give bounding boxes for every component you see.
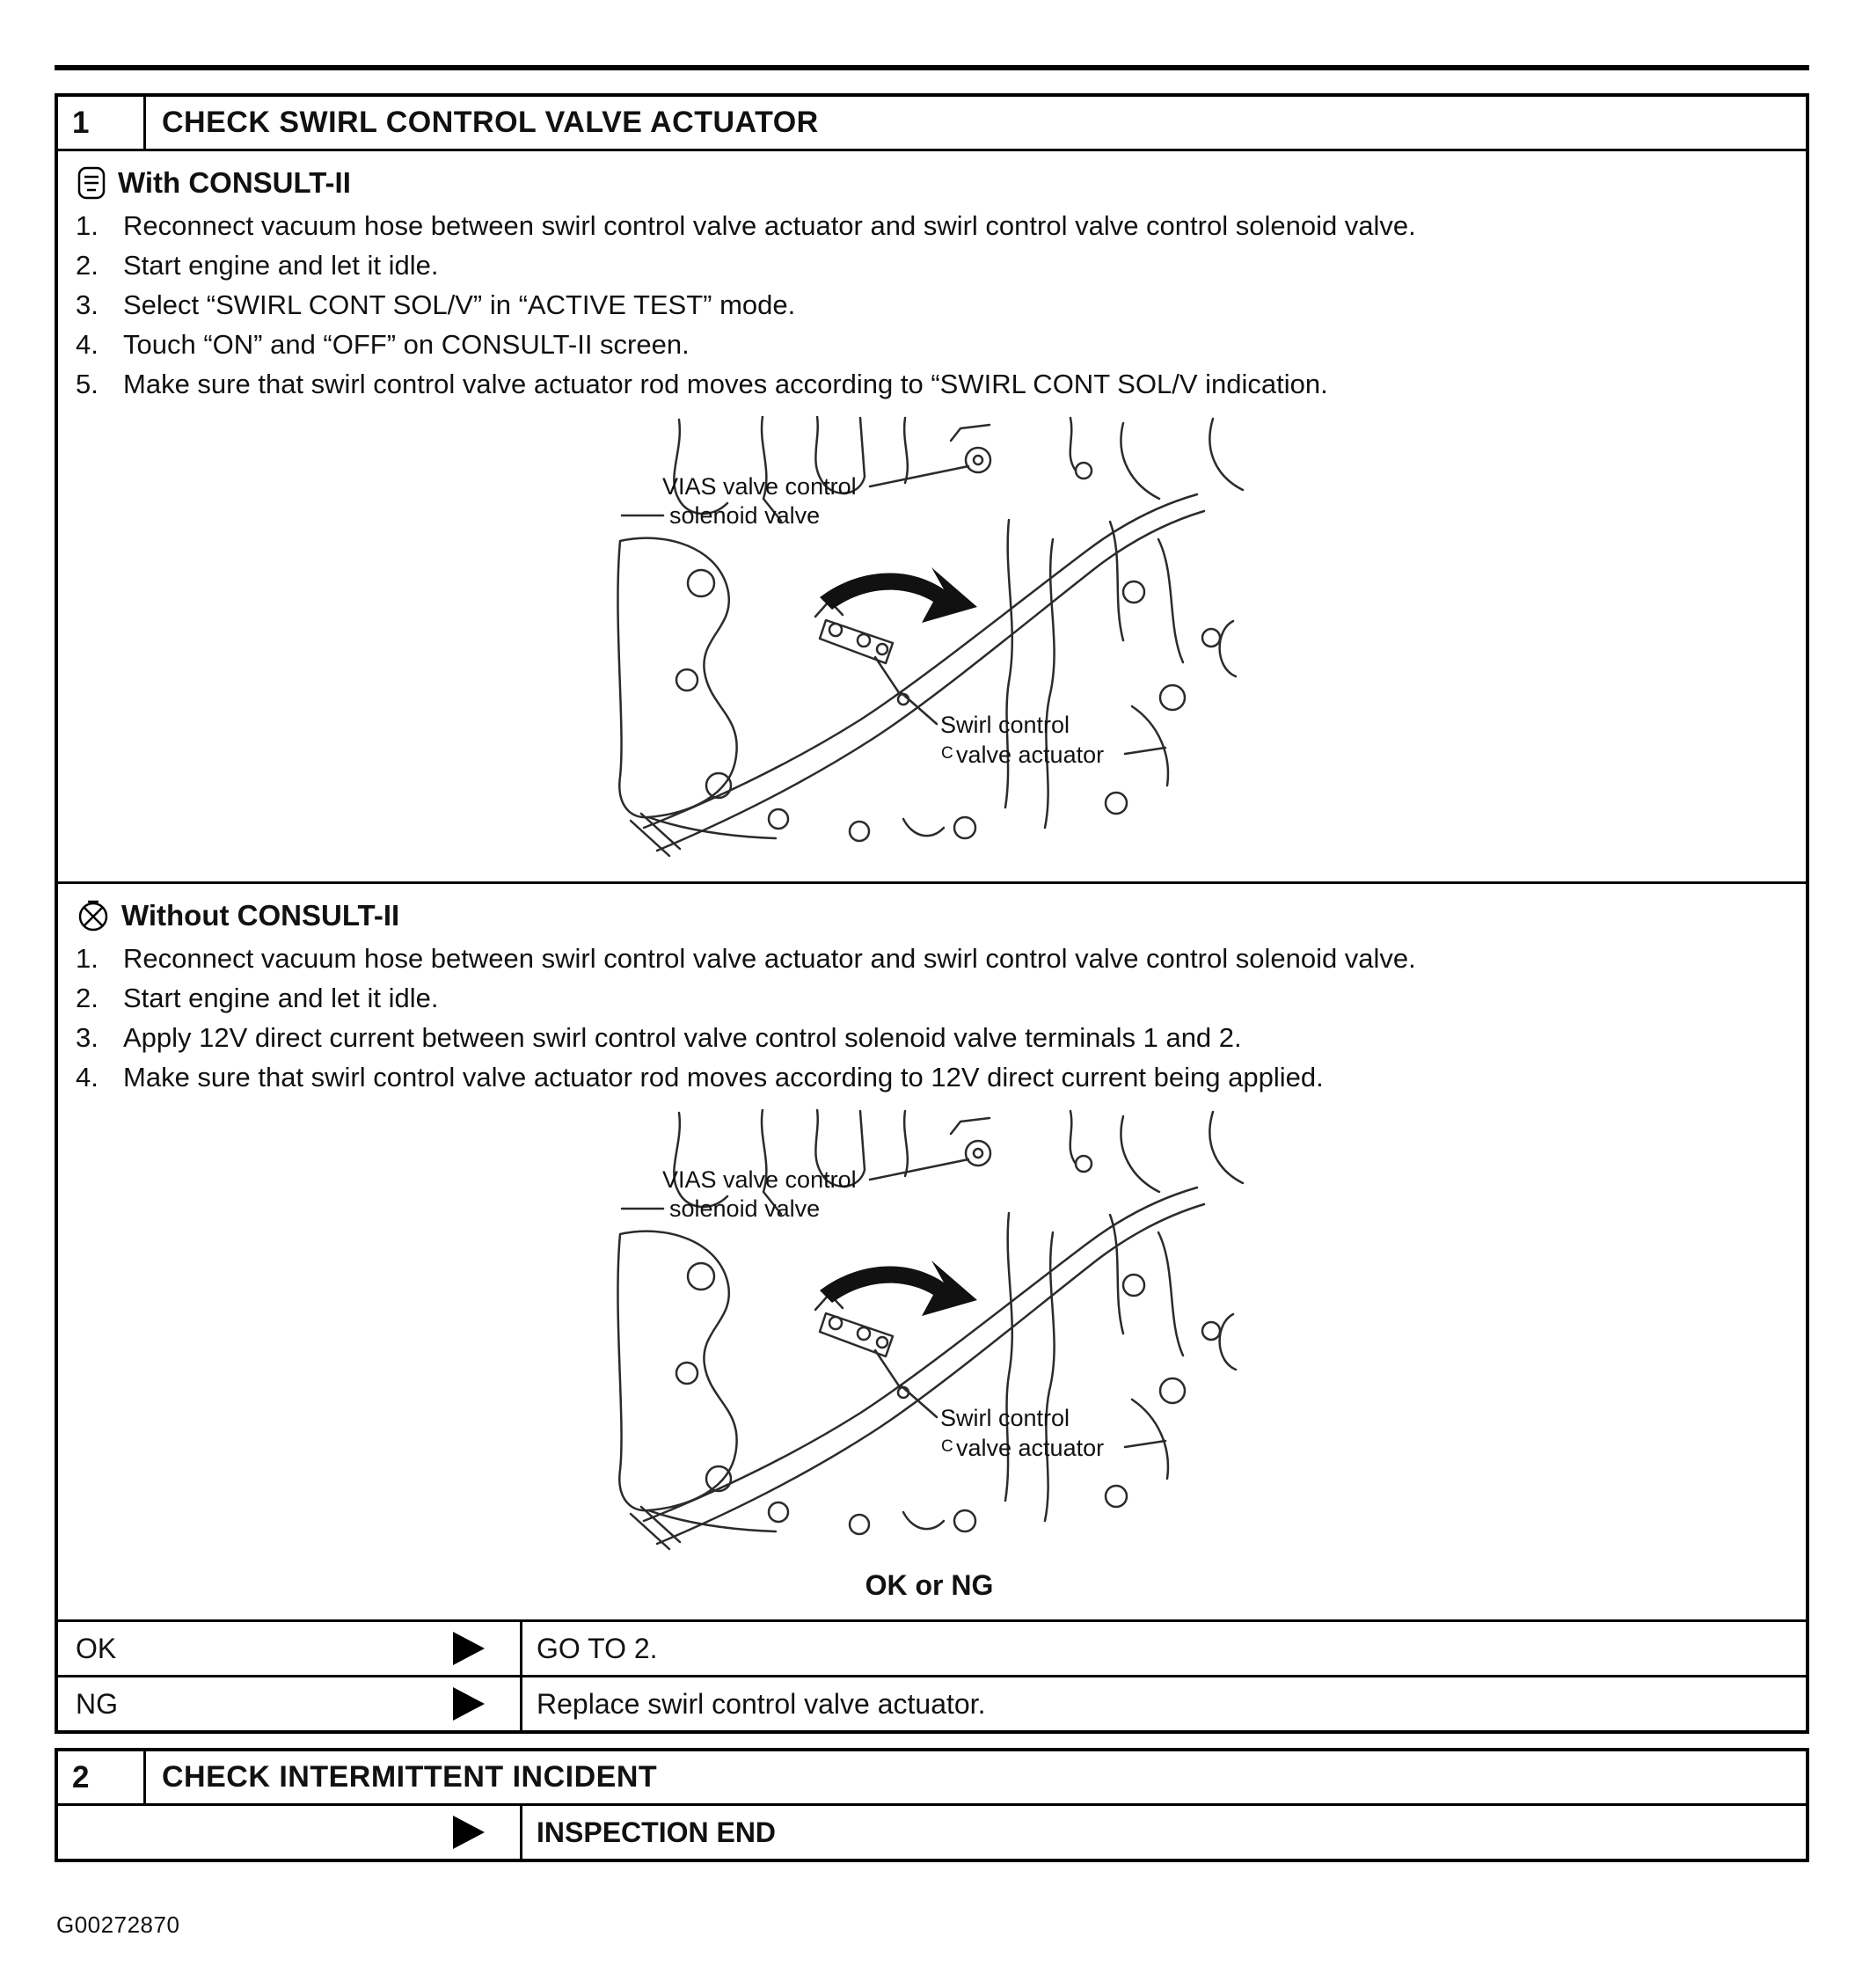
step-item: 4. Touch “ON” and “OFF” on CONSULT-II screen. — [76, 329, 690, 360]
step-item: 1. Reconnect vacuum hose between swirl control valve actuator and swirl control valve control solenoid valve. — [76, 943, 1416, 974]
step-item: 2. Start engine and let it idle. — [76, 983, 439, 1013]
with-consult-heading-row — [76, 164, 1783, 202]
section-2-title: CHECK INTERMITTENT INCIDENT — [162, 1760, 658, 1794]
consult-ii-icon — [76, 165, 107, 201]
step-item: 5. Make sure that swirl control valve actuator rod moves according to “SWIRL CONT SOL/V indication. — [76, 369, 1328, 399]
section-2-table — [55, 1748, 1809, 1862]
result-prompt: OK or NG — [865, 1569, 994, 1601]
diagram-label-swirl-2: valve actuator — [955, 742, 1104, 768]
step-item: 2. Start engine and let it idle. — [76, 250, 439, 281]
diagram-1-wrap — [76, 416, 1783, 860]
page-top-rule — [55, 65, 1809, 70]
result-ok-label: OK — [76, 1632, 117, 1664]
without-consult-block — [58, 881, 1806, 1619]
section-2-arrow-cell — [58, 1806, 522, 1859]
diagram-label-swirl-1: Swirl control — [939, 1405, 1070, 1431]
without-consult-heading-row — [76, 896, 1783, 935]
engine-diagram — [595, 416, 1264, 860]
diagram-label-c-mark: C — [940, 1437, 953, 1456]
diagram-label-vias-2: solenoid valve — [668, 502, 820, 529]
section-1-header — [58, 97, 1806, 151]
with-consult-block — [58, 151, 1806, 881]
section-2-action-row — [58, 1806, 1806, 1859]
section-2-action: INSPECTION END — [537, 1816, 777, 1848]
figure-code: G00272870 — [56, 1911, 180, 1938]
step-item: 3. Select “SWIRL CONT SOL/V” in “ACTIVE TEST” mode. — [76, 289, 796, 320]
step-item: 1. Reconnect vacuum hose between swirl control valve actuator and swirl control valve control solenoid valve. — [76, 210, 1416, 241]
right-arrow-icon — [453, 1632, 485, 1665]
engine-diagram — [595, 1109, 1264, 1553]
section-1-number: 1 — [58, 97, 146, 149]
without-consult-steps — [76, 939, 1783, 1097]
diagram-label-vias-1: VIAS valve control — [661, 473, 857, 500]
result-ng-cell — [58, 1677, 522, 1730]
diagram-label-swirl-1: Swirl control — [939, 712, 1070, 738]
diagram-label-swirl-2: valve actuator — [955, 1435, 1104, 1461]
section-2-header — [58, 1751, 1806, 1806]
right-arrow-icon — [453, 1816, 485, 1849]
with-consult-steps — [76, 206, 1783, 404]
no-consult-icon — [76, 898, 111, 933]
diagram-2-wrap — [76, 1109, 1783, 1553]
diagram-label-c-mark: C — [940, 744, 953, 763]
step-item: 4. Make sure that swirl control valve actuator rod moves according to 12V direct current being applied. — [76, 1062, 1324, 1093]
result-ng-label: NG — [76, 1687, 118, 1720]
result-row-ng — [58, 1675, 1806, 1730]
result-ok-cell — [58, 1622, 522, 1675]
section-1-table — [55, 93, 1809, 1734]
step-item: 3. Apply 12V direct current between swirl control valve control solenoid valve terminals 1 and 2. — [76, 1022, 1242, 1053]
result-row-ok — [58, 1619, 1806, 1675]
diagram-label-vias-2: solenoid valve — [668, 1195, 820, 1222]
section-1-title: CHECK SWIRL CONTROL VALVE ACTUATOR — [162, 106, 819, 139]
right-arrow-icon — [453, 1687, 485, 1721]
without-consult-heading: Without CONSULT-II — [121, 899, 400, 932]
with-consult-heading: With CONSULT-II — [118, 166, 351, 199]
section-2-number: 2 — [58, 1751, 146, 1803]
result-ok-action: GO TO 2. — [537, 1632, 658, 1664]
diagram-label-vias-1: VIAS valve control — [661, 1166, 857, 1193]
result-ng-action: Replace swirl control valve actuator. — [537, 1687, 986, 1720]
